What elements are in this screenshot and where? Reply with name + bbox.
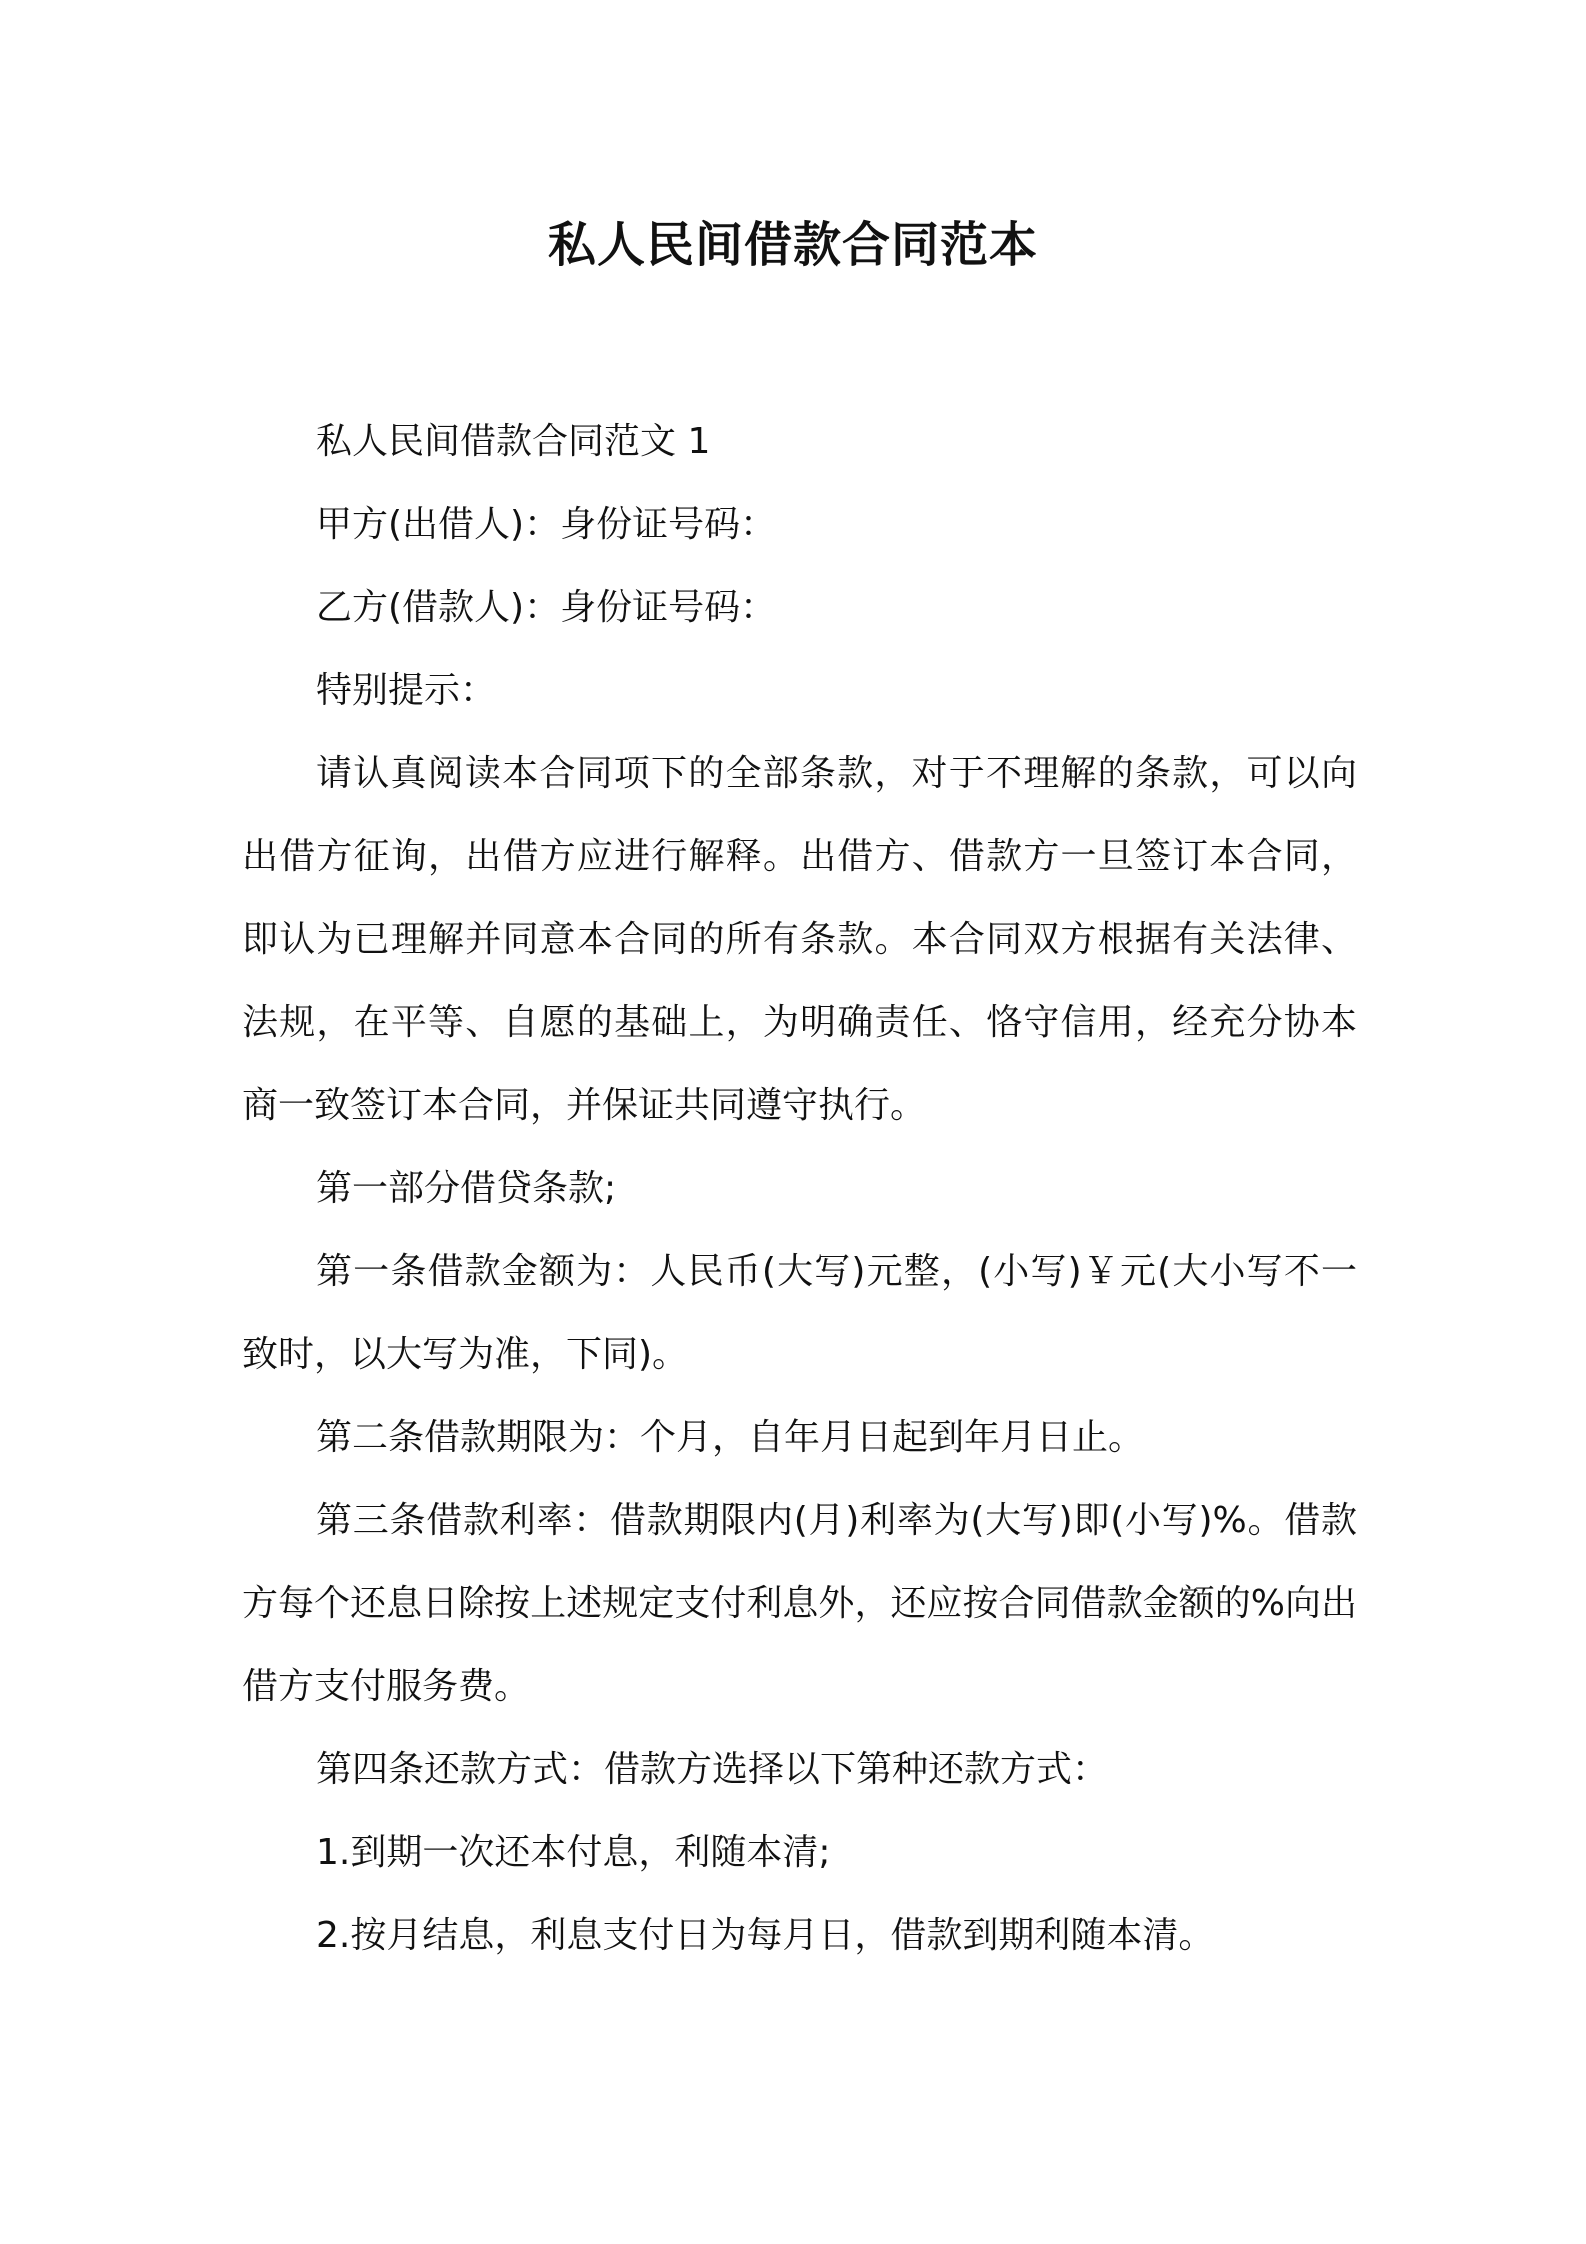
paragraph-repayment-option-2: 2.按月结息，利息支付日为每月日，借款到期利随本清。 <box>316 1915 1215 1956</box>
paragraph-part-one-heading: 第一部分借贷条款; <box>316 1168 617 1209</box>
document-body <box>242 400 1357 1977</box>
paragraph-article-2: 第二条借款期限为：个月，自年月日起到年月日止。 <box>316 1417 1145 1458</box>
paragraph-article-1: 第一条借款金额为：人民币(大写)元整，(小写)￥元(大小写不一致时，以大写为准，下同)。 <box>242 1251 1357 1375</box>
paragraph-special-notice: 请认真阅读本合同项下的全部条款，对于不理解的条款，可以向出借方征询，出借方应进行解释。出借方、借款方一旦签订本合同，即认为已理解并同意本合同的所有条款。本合同双方根据有关法律、法规，在平等、自愿的基础上，为明确责任、恪守信用，经充分协本商一致签订本合同，并保证共同遵守执行。 <box>242 753 1357 1126</box>
paragraph-party-a: 甲方(出借人)：身份证号码： <box>316 504 777 545</box>
document-title: 私人民间借款合同范本 <box>547 217 1038 273</box>
paragraph-subtitle: 私人民间借款合同范文 1 <box>316 421 711 462</box>
paragraph-party-b: 乙方(借款人)：身份证号码： <box>316 587 777 628</box>
paragraph-article-3: 第三条借款利率：借款期限内(月)利率为(大写)即(小写)%。借款方每个还息日除按上述规定支付利息外，还应按合同借款金额的%向出借方支付服务费。 <box>242 1500 1357 1707</box>
paragraph-article-4: 第四条还款方式：借款方选择以下第种还款方式： <box>316 1749 1109 1790</box>
paragraph-special-notice-heading: 特别提示： <box>316 670 497 711</box>
paragraph-repayment-option-1: 1.到期一次还本付息，利随本清; <box>316 1832 831 1873</box>
